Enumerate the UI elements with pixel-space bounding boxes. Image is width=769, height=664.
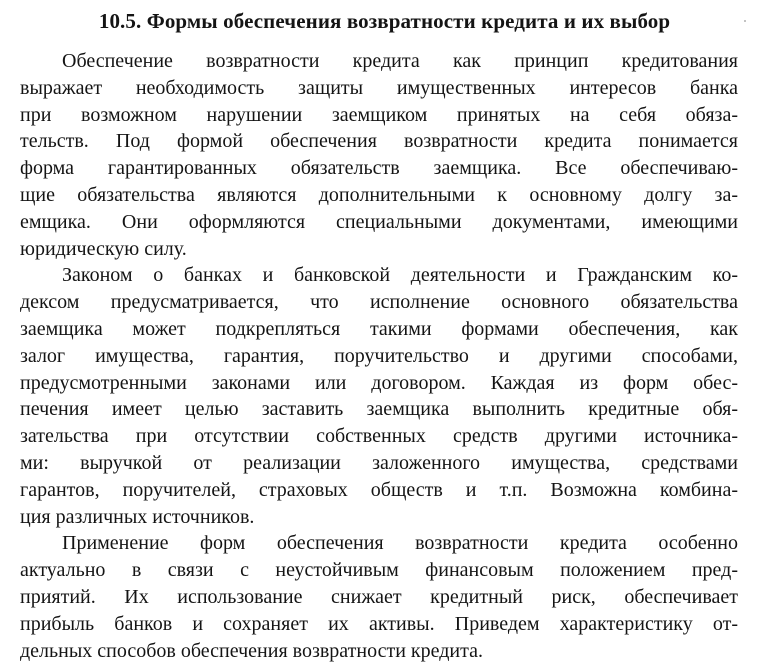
text-line: Законом о банках и банковской деятельности и Гражданским ко- [62,264,738,287]
text-line: щие обязательства являются дополнительными к основному долгу за- [20,183,738,206]
text-line: Применение форм обеспечения возвратности кредита особенно [62,532,738,555]
text-line: прибыль банков и сохраняет их активы. Приведем характеристику от- [20,612,738,635]
section-heading: 10.5. Формы обеспечения возвратности кредита и их выбор [98,9,671,33]
text-line: при возможном нарушении заемщиком принятых на себя обяза- [20,103,738,126]
scan-speck [744,20,746,22]
text-line: предусмотренными законами или договором. Каждая из форм обес- [20,371,738,394]
text-line: тельств. Под формой обеспечения возвратности кредита понимается [20,130,738,153]
text-line: емщика. Они оформляются специальными документами, имеющими [20,210,738,233]
body-text [20,48,738,664]
text-line: Обеспечение возвратности кредита как принцип кредитования [62,50,738,72]
text-line: актуально в связи с неустойчивым финансовым положением пред- [20,559,738,582]
text-line: юридическую силу. [20,237,187,260]
text-line: выражает необходимость защиты имущественных интересов банка [20,76,738,99]
text-line: ми: выручкой от реализации заложенного имущества, средствами [20,451,738,474]
text-line: ция различных источников. [20,505,255,528]
text-line: заемщика может подкрепляться такими формами обеспечения, как [20,317,738,340]
text-line: гарантов, поручителей, страховых обществ и т.п. Возможна комбина- [20,478,738,501]
text-line: печения имеет целью заставить заемщика выполнить кредитные обя- [20,398,738,421]
text-line: приятий. Их использование снижает кредитный риск, обеспечивает [20,585,738,608]
text-line: форма гарантированных обязательств заемщика. Все обеспечиваю- [20,157,738,180]
text-line: зательства при отсутствии собственных средств другими источника- [20,425,738,448]
text-line: дельных способов обеспечения возвратности кредита. [20,639,483,662]
text-line: залог имущества, гарантия, поручительство и другими способами, [20,344,738,367]
text-line: дексом предусматривается, что исполнение основного обязательства [20,291,738,314]
